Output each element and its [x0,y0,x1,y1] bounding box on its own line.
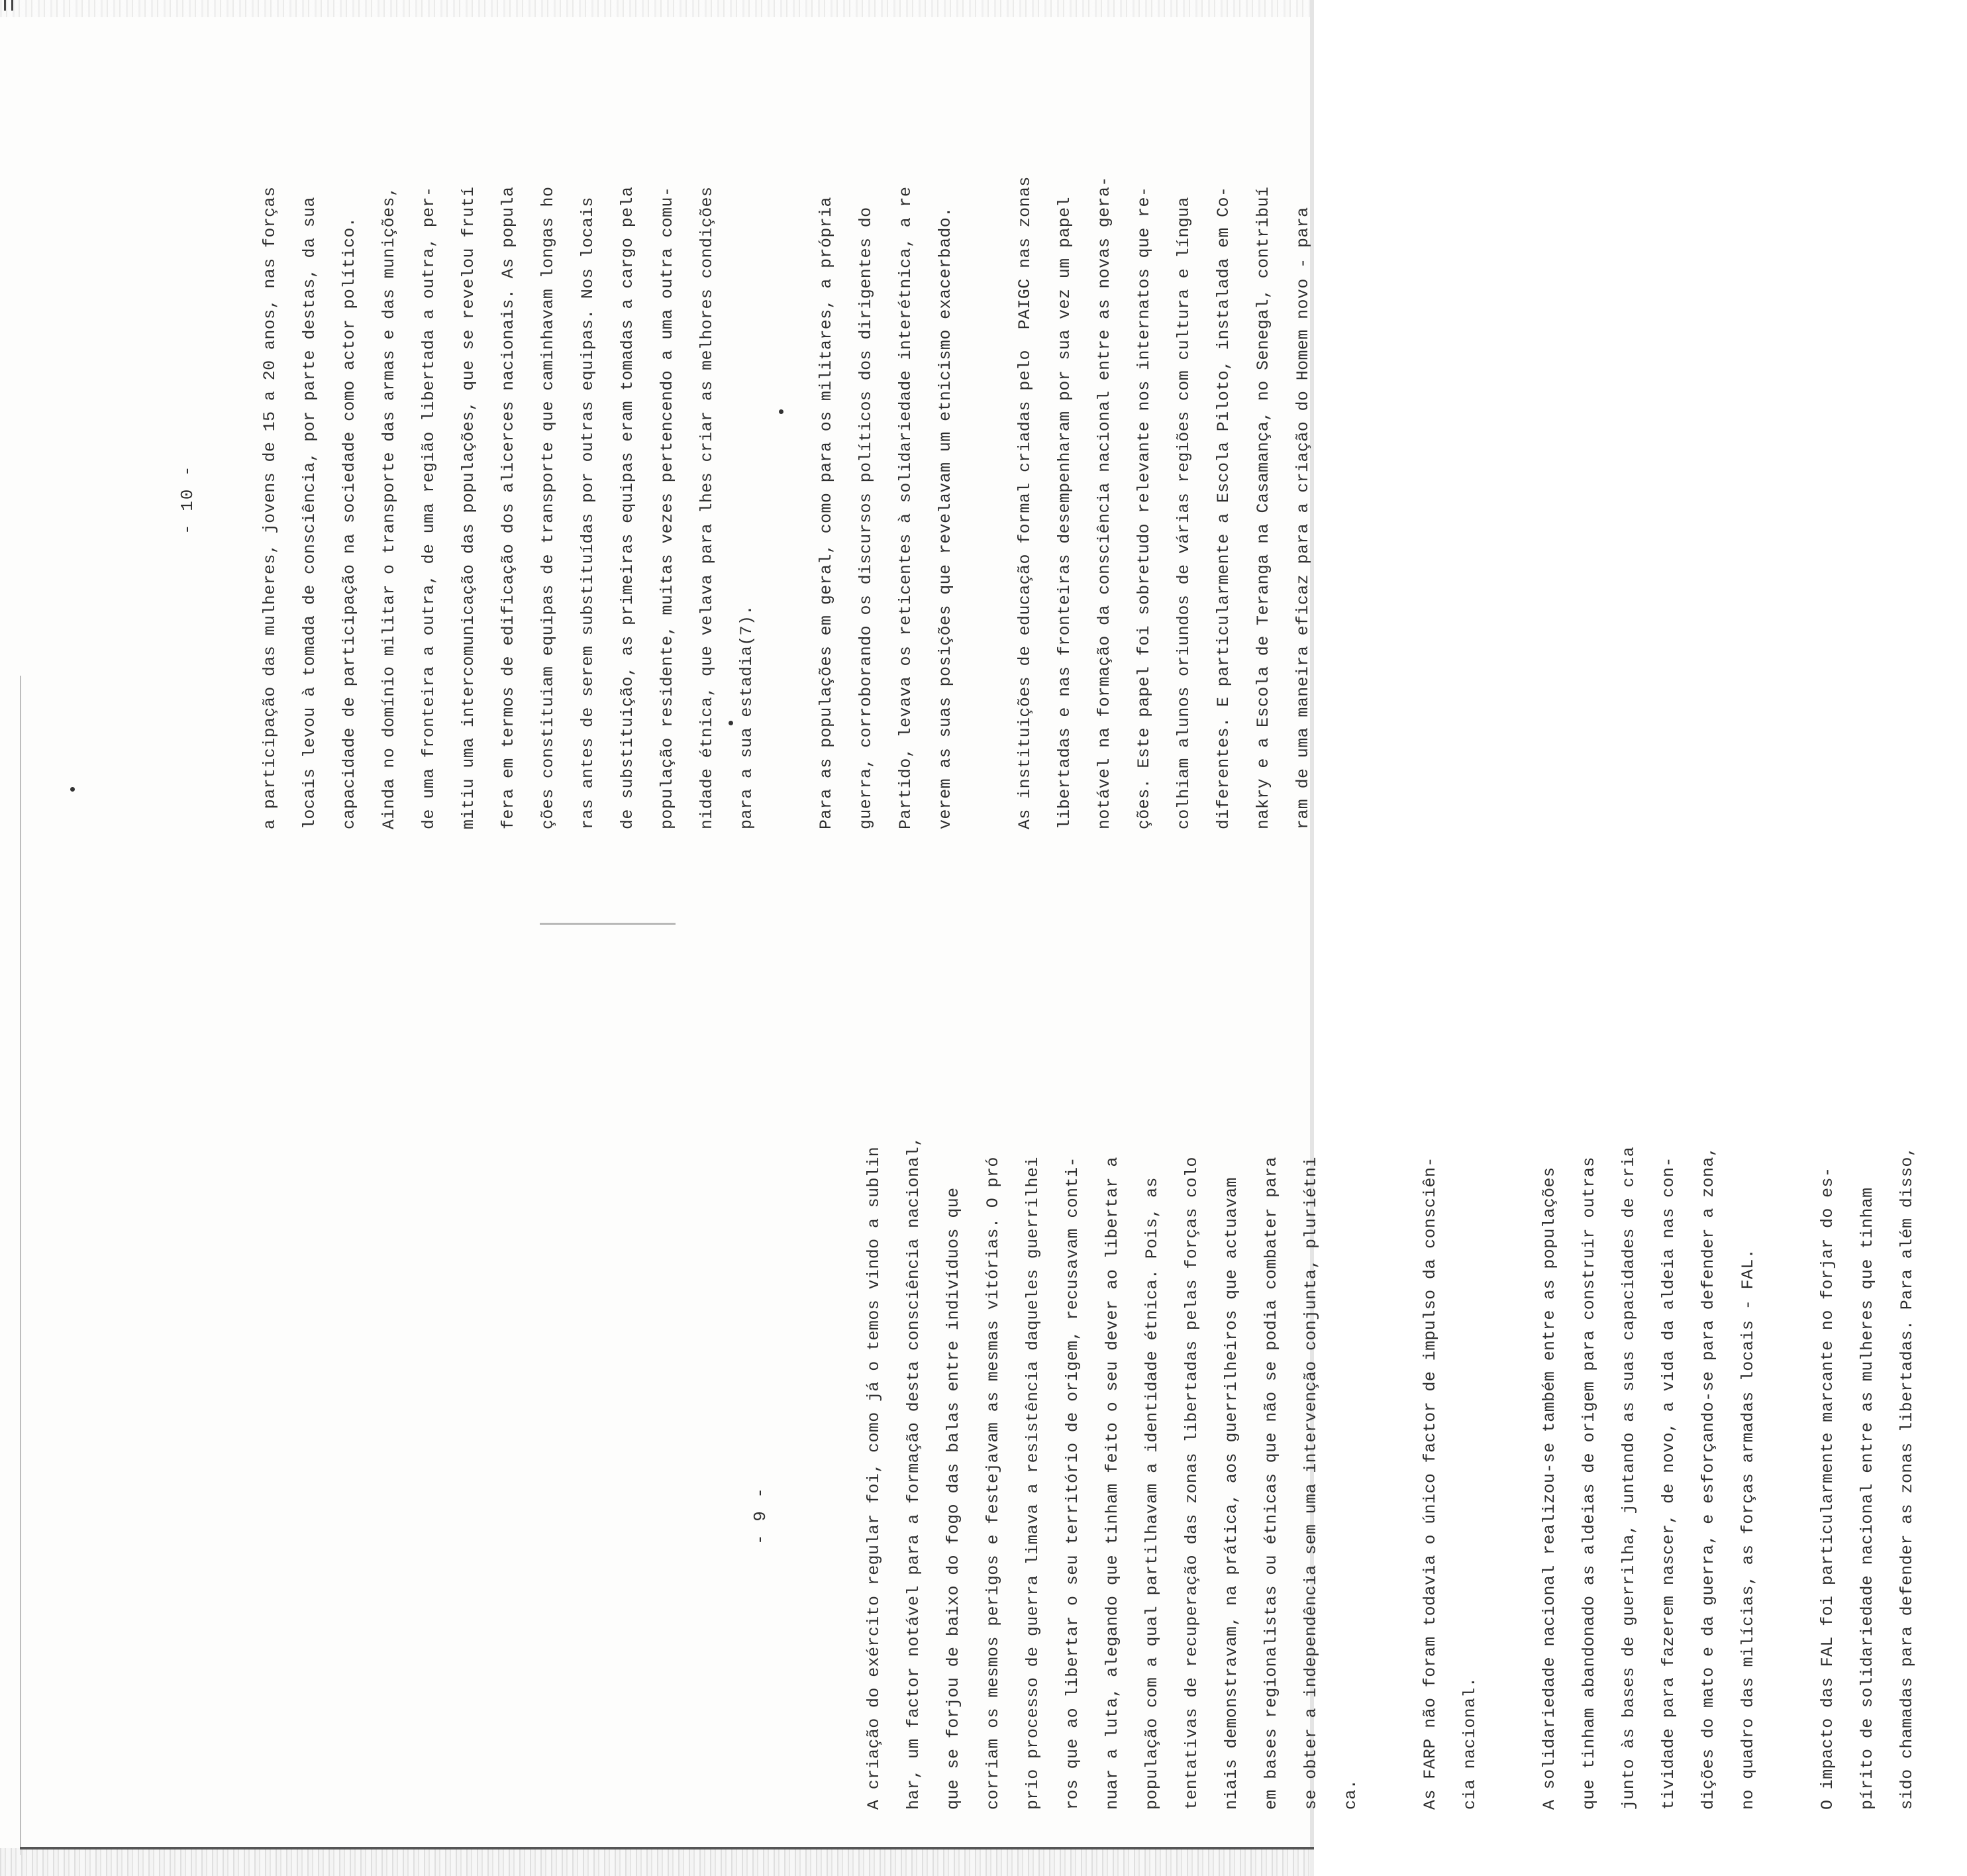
text-line: ras antes de serem substituídas por outras equipas. Nos locais [578,197,597,829]
text-line: har, um factor notável para a formação desta consciência nacional, [904,1136,923,1810]
text-line: capacidade de participação na sociedade como actor político. [340,217,359,829]
text-line: em bases regionalistas ou étnicas que não se podia combater para [1262,1157,1281,1810]
text-line: ções constituiam equipas de transporte que caminhavam longas ho [538,186,558,829]
text-line: prio processo de guerra limava a resistência daqueles guerrilhei [1023,1157,1042,1810]
paragraph [1530,922,1768,1810]
text-line: de substituição, as primeiras equipas eram tomadas a cargo pela [618,186,637,829]
text-line: a participação das mulheres, jovens de 15 a 20 anos, nas forças [260,186,279,829]
text-line: niais demonstravam, na prática, aos guerrilheiros que actuavam [1222,1177,1241,1810]
text-line: ram de uma maneira eficaz para a criação do Homem novo - para [1293,207,1313,829]
text-line: ca. [1341,1779,1360,1810]
text-line: O impacto das FAL foi particularmente marcante no forjar do es- [1818,1167,1837,1810]
text-line: nidade étnica, que velava para lhes criar as melhores condições [697,186,717,829]
text-line: diferentes. E particularmente a Escola Piloto, instalada em Co- [1214,186,1233,829]
text-line: mitiu uma intercomunicação das populações, que se revelou frutí [459,186,478,829]
text-line: junto às bases de guerrilha, juntando as suas capacidades de cria [1619,1146,1639,1810]
text-line: ções. Este papel foi sobretudo relevante nos internatos que re- [1135,186,1154,829]
text-line: verem as suas posições que revelavam um etnicismo exacerbado. [936,207,955,829]
text-line: para a sua estadia(7). [737,605,756,829]
text-line: cia nacional. [1460,1677,1480,1810]
text-line: corriam os mesmos perigos e festejavam as mesmas vitórias. O pró [984,1157,1003,1810]
text-line: Partido, levava os reticentes à solidariedade interétnica, a re [896,186,915,829]
text-line: As instituições de educação formal criadas pelo PAIGC nas zonas [1015,176,1034,829]
text-line: Para as populações em geral, como para os militares, a própria [817,197,836,829]
text-line: fera em termos de edificação dos alicerces nacionais. As popula [499,186,518,829]
text-line: nuar a luta, alegando que tinham feito o seu dever ao libertar a [1103,1157,1122,1810]
text-line: As FARP não foram todavia o único factor de impulso da consciên- [1421,1157,1440,1810]
text-line: guerra, corroborando os discursos políticos dos dirigentes do [856,207,876,829]
text-line: tentativas de recuperação das zonas libertadas pelas forças colo [1182,1157,1201,1810]
paragraph [807,0,966,829]
text-line: sido chamadas para defender as zonas libertadas. Para além disso, [1897,1146,1917,1810]
text-line: dições do mato e da guerra, e esforçando-se para defender a zona, [1699,1146,1718,1810]
text-line: tividade para fazerem nascer, de novo, a vida da aldeia nas con- [1659,1157,1678,1810]
paragraph [854,922,1371,1810]
paragraph [1808,922,1927,1810]
page-number-right: - 10 - [177,464,197,535]
text-line: A criação do exército regular foi, como já o temos vindo a sublin [864,1146,883,1810]
paragraph [1005,0,1323,829]
paragraph [1411,922,1490,1810]
text-line: notável na formação da consciência nacional entre as novas gera- [1095,176,1114,829]
text-line: A solidariedade nacional realizou-se também entre as populações [1540,1167,1559,1810]
text-line: população residente, muitas vezes pertencendo a uma outra comu- [658,186,677,829]
paragraph [250,0,767,829]
text-line: libertadas e nas fronteiras desempenharam por sua vez um papel [1055,197,1074,829]
text-line: pírito de solidariedade nacional entre as mulheres que tinham [1858,1187,1877,1810]
text-line: no quadro das milícias, as forças armadas locais - FAL. [1739,1248,1758,1810]
text-line: Ainda no domínio militar o transporte das armas e das munições, [379,186,399,829]
text-line: de uma fronteira a outra, de uma região libertada a outra, per- [419,186,438,829]
text-line: colhiam alunos oriundos de várias regiões com cultura e língua [1174,197,1193,829]
text-line: nakry e a Escola de Teranga na Casamança, no Senegal, contribuí [1254,186,1273,829]
page-number-left: - 9 - [750,1486,770,1545]
text-line: que tinham abandonado as aldeias de origem para construir outras [1580,1157,1599,1810]
left-page-text [854,922,1967,1810]
text-line: população com a qual partilhavam a identidade étnica. Pois, as [1142,1177,1162,1810]
right-page-text [250,0,1363,829]
text-line: que se forjou de baixo do fogo das balas entre indivíduos que [944,1187,963,1810]
text-line: ros que ao libertar o seu território de origem, recusavam conti- [1063,1157,1082,1810]
text-line: locais levou à tomada de consciência, por parte destas, da sua [300,197,319,829]
text-line: se obter a independência sem uma intervenção conjunta, pluriétni [1301,1157,1321,1810]
